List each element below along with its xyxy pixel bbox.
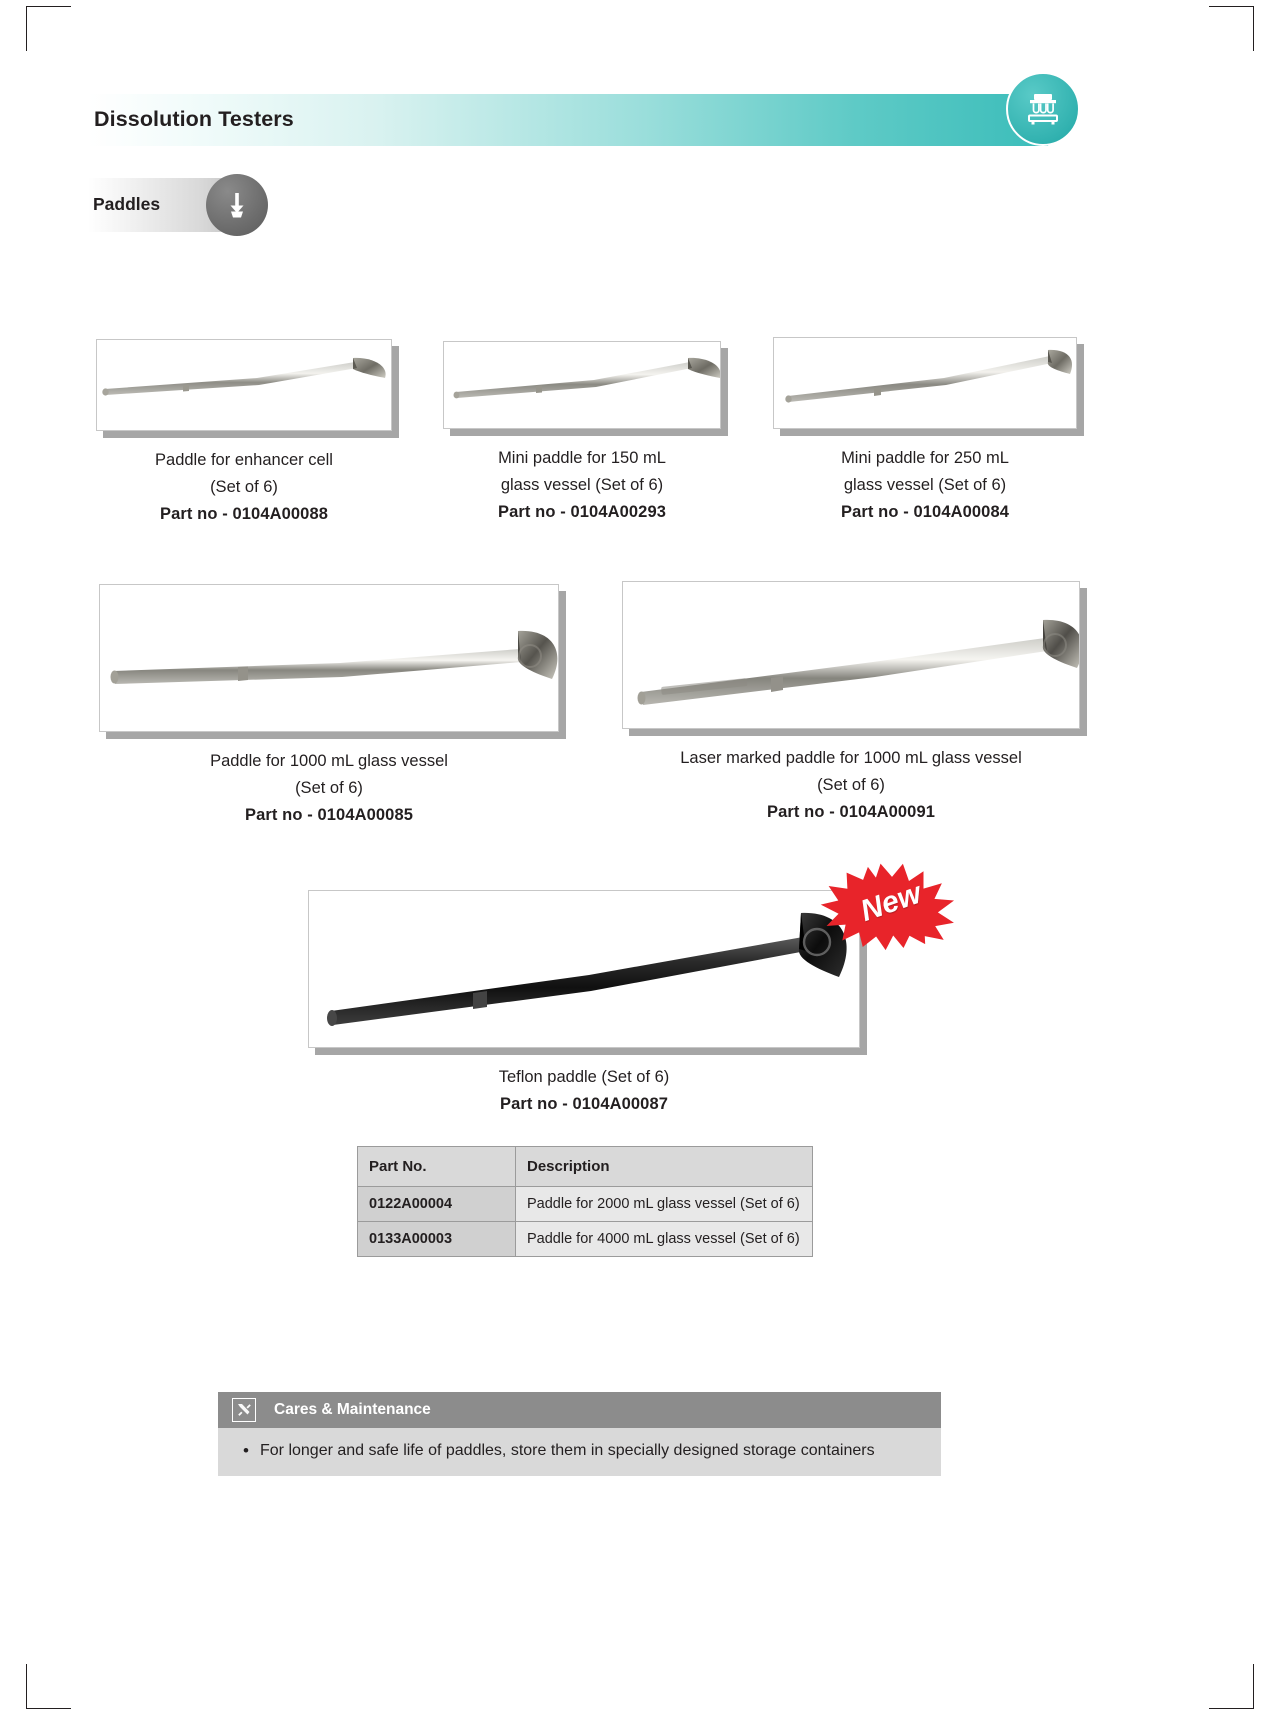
product-photo: [309, 891, 859, 1047]
column-header-part-no: Part No.: [358, 1147, 516, 1187]
product-part-number: Part no - 0104A00091: [766, 803, 935, 821]
cell-part-no: 0133A00003: [358, 1222, 516, 1257]
product-card: [96, 339, 392, 528]
product-caption: [443, 445, 721, 526]
bullet-icon: •: [243, 1441, 249, 1460]
product-photo: [444, 342, 720, 428]
table-row: [358, 1187, 813, 1222]
section-tab-label: Paddles: [93, 194, 161, 214]
product-subtitle: (Set of 6): [295, 779, 363, 797]
product-image-frame: [443, 341, 721, 429]
crop-mark-bottom-right: [1209, 1664, 1254, 1709]
product-caption: [622, 745, 1080, 826]
cares-body: [218, 1428, 941, 1476]
product-image-frame: [308, 890, 860, 1048]
cell-description: Paddle for 2000 mL glass vessel (Set of 6): [516, 1187, 813, 1222]
cares-title: Cares & Maintenance: [274, 1401, 431, 1418]
dissolution-bath-icon: [1006, 72, 1080, 146]
product-image-frame: [622, 581, 1080, 729]
product-image-frame: [96, 339, 392, 431]
product-subtitle: (Set of 6): [817, 776, 885, 794]
product-photo: [97, 340, 391, 430]
product-name: Teflon paddle (Set of 6): [498, 1068, 670, 1086]
product-image-frame: [99, 584, 559, 732]
crop-mark-top-left: [26, 6, 71, 51]
product-card: [99, 584, 559, 829]
product-subtitle: (Set of 6): [210, 478, 278, 496]
product-subtitle: glass vessel (Set of 6): [843, 476, 1007, 494]
page-header: [88, 94, 1080, 146]
product-card: [773, 337, 1077, 526]
cell-part-no: 0122A00004: [358, 1187, 516, 1222]
table-header-row: [358, 1147, 813, 1187]
product-part-number: Part no - 0104A00088: [159, 505, 328, 523]
product-name: Mini paddle for 250 mL: [841, 449, 1009, 467]
new-badge-label: New: [856, 876, 926, 928]
cares-header: [218, 1392, 941, 1428]
tools-icon: [232, 1398, 256, 1422]
product-caption: [308, 1064, 860, 1118]
paddle-download-icon: [206, 174, 268, 236]
product-name: Laser marked paddle for 1000 mL glass vessel: [680, 749, 1022, 767]
product-card: [622, 581, 1080, 826]
crop-mark-top-right: [1209, 6, 1254, 51]
product-part-number: Part no - 0104A00087: [499, 1095, 668, 1113]
product-caption: [96, 447, 392, 528]
product-name: Paddle for 1000 mL glass vessel: [210, 752, 448, 770]
cares-item-text: For longer and safe life of paddles, store them in specially designed storage containers: [260, 1442, 875, 1459]
product-subtitle: glass vessel (Set of 6): [500, 476, 664, 494]
section-tab-paddles: [88, 178, 278, 232]
product-part-number: Part no - 0104A00293: [497, 503, 666, 521]
crop-mark-bottom-left: [26, 1664, 71, 1709]
product-name: Paddle for enhancer cell: [155, 451, 333, 469]
product-part-number: Part no - 0104A00085: [244, 806, 413, 824]
cell-description: Paddle for 4000 mL glass vessel (Set of 6): [516, 1222, 813, 1257]
product-card: [443, 341, 721, 526]
new-badge: [811, 851, 964, 962]
cares-and-maintenance-section: [218, 1392, 941, 1476]
product-part-number: Part no - 0104A00084: [840, 503, 1009, 521]
product-caption: [773, 445, 1077, 526]
product-card: [308, 890, 860, 1118]
list-item: [232, 1439, 927, 1463]
product-photo: [623, 582, 1079, 728]
product-image-frame: [773, 337, 1077, 429]
product-photo: [100, 585, 558, 731]
product-caption: [99, 748, 559, 829]
specification-table: [357, 1146, 813, 1257]
column-header-description: Description: [516, 1147, 813, 1187]
product-name: Mini paddle for 150 mL: [498, 449, 666, 467]
product-photo: [774, 338, 1076, 428]
table-row: [358, 1222, 813, 1257]
page-title: Dissolution Testers: [94, 107, 294, 131]
